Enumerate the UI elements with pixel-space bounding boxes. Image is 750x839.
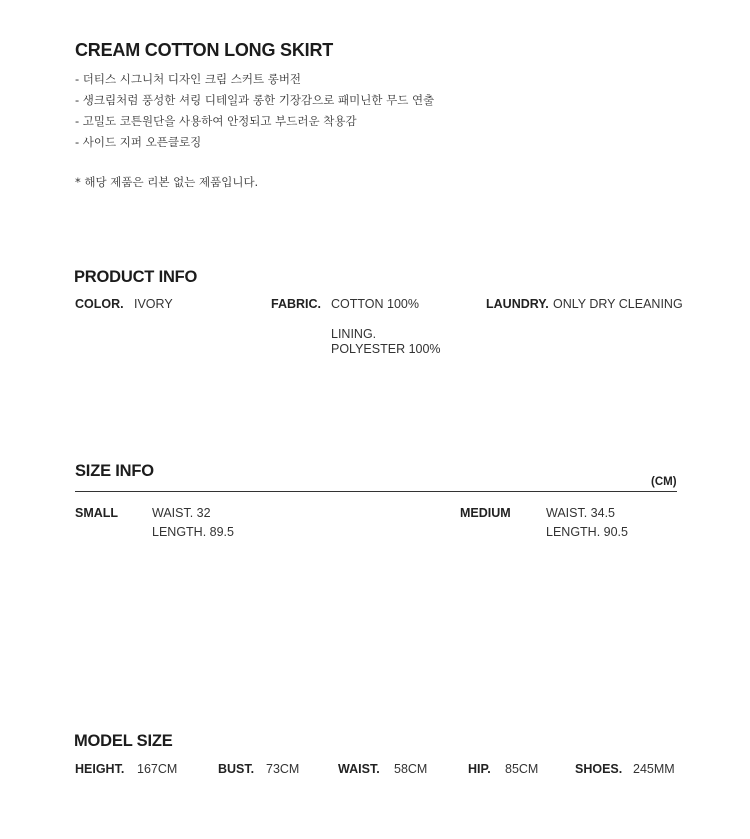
bust-label: BUST.	[218, 762, 255, 776]
lining-label: LINING.	[331, 327, 377, 341]
color-label: COLOR.	[75, 297, 124, 311]
height-label: HEIGHT.	[75, 762, 125, 776]
lining-value: POLYESTER 100%	[331, 342, 441, 356]
waist-label: WAIST.	[338, 762, 380, 776]
size-name-small: SMALL	[75, 506, 119, 520]
model-size-heading: MODEL SIZE	[74, 732, 173, 750]
product-title: CREAM COTTON LONG SKIRT	[75, 40, 334, 60]
size-unit: (CM)	[651, 476, 677, 488]
product-info-heading: PRODUCT INFO	[74, 268, 198, 286]
size-info-heading: SIZE INFO	[75, 462, 154, 480]
height-value: 167CM	[137, 762, 178, 776]
product-description-list	[75, 69, 434, 153]
bust-value: 73CM	[266, 762, 300, 776]
size-medium-length: LENGTH. 90.5	[546, 525, 628, 539]
hip-label: HIP.	[468, 762, 491, 776]
laundry-value: ONLY DRY CLEANING	[553, 297, 683, 311]
description-item: - 고밀도 코튼원단을 사용하여 안정되고 부드러운 착용감	[75, 114, 357, 128]
size-name-medium: MEDIUM	[460, 506, 511, 520]
shoes-label: SHOES.	[575, 762, 623, 776]
laundry-label: LAUNDRY.	[486, 297, 549, 311]
size-small-waist: WAIST. 32	[152, 506, 211, 520]
description-item: - 생크림처럼 풍성한 셔링 디테일과 롱한 기장감으로 패미닌한 무드 연출	[75, 93, 435, 107]
size-divider	[75, 491, 677, 492]
size-small-length: LENGTH. 89.5	[152, 525, 234, 539]
description-item: - 더티스 시그니처 디자인 크림 스커트 롱버전	[75, 72, 302, 86]
description-item: - 사이드 지퍼 오픈클로징	[75, 135, 202, 149]
color-value: IVORY	[134, 297, 173, 311]
size-medium-waist: WAIST. 34.5	[546, 506, 616, 520]
shoes-value: 245MM	[633, 762, 675, 776]
waist-value: 58CM	[394, 762, 428, 776]
product-note: * 해당 제품은 리본 없는 제품입니다.	[75, 175, 259, 189]
fabric-label: FABRIC.	[271, 297, 321, 311]
fabric-value: COTTON 100%	[331, 297, 419, 311]
hip-value: 85CM	[505, 762, 539, 776]
